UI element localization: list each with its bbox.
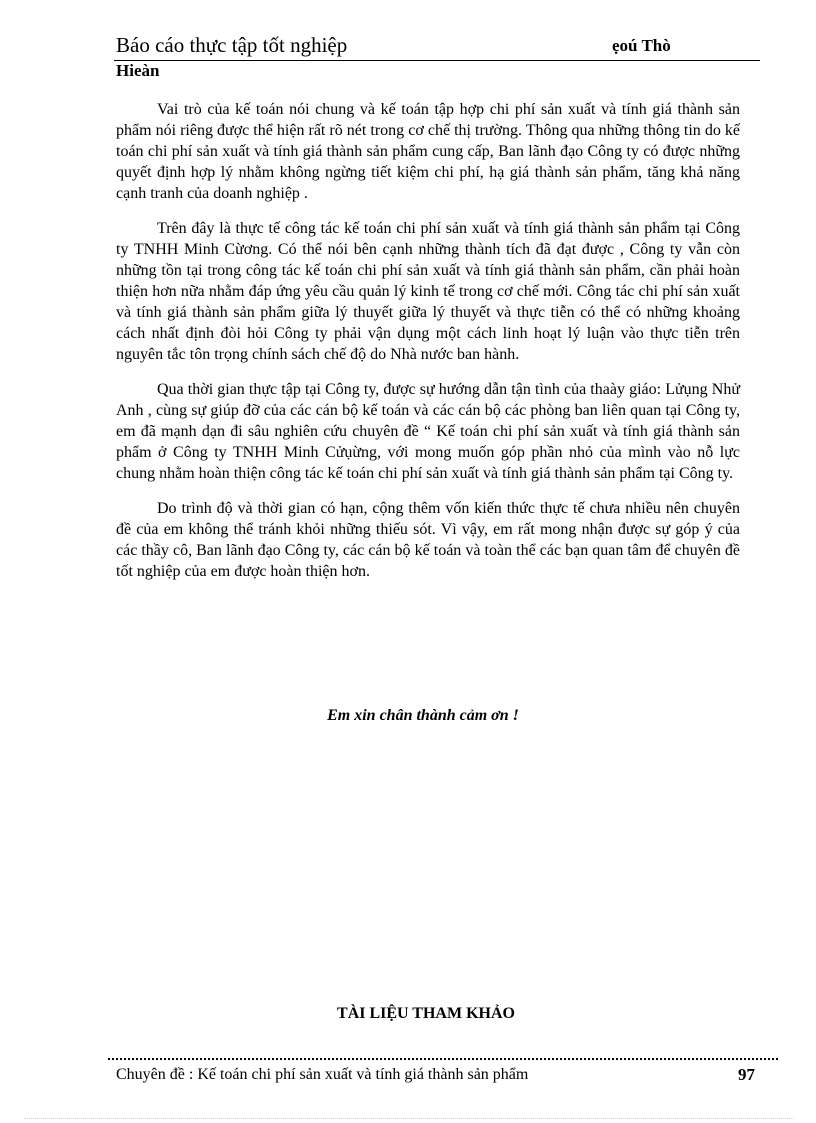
- paragraph-2: Trên đây là thực tế công tác kế toán chi phí sản xuất và tính giá thành sản phẩm tại Công ty TNHH Minh Cừơng. Có thể nói bên cạnh những thành tích đã đạt được , Công ty vẫn còn những tồn tại trong công tác kế toán chi phí sản xuất và tính giá thành sản phẩm, cần phải hoàn thiện hơn nữa nhằm đáp ứng yêu cầu quản lý kinh tế trong cơ chế mới. Công tác chi phí sản xuất và tính giá thành sản phẩm giữa lý thuyết giữa lý thuyết và thực tiễn có thể có những khoảng cách nhất định đòi hỏi Công ty phải vận dụng một cách linh hoạt lý luận vào thực tiễn trên nguyên tắc tôn trọng chính sách chế độ do Nhà nước ban hành.: [116, 220, 740, 363]
- footer-divider: [108, 1058, 778, 1060]
- page-bottom-divider: [24, 1118, 794, 1119]
- page-header: [114, 30, 760, 61]
- header-author: ẹoú Thò: [612, 36, 671, 55]
- paragraph-3: Qua thời gian thực tập tại Công ty, được sự hướng dẫn tận tình của thaày giáo: Lửụng Nhử Anh , cùng sự giúp đỡ của các cán bộ kế toán và các cán bộ các phòng ban liên quan tại Công ty, em đã mạnh dạn đi sâu nghiên cứu chuyên đề “ Kế toán chi phí sản xuất và tính giá thành sản phẩm ở Công ty TNHH Minh Cửụừng, với mong muốn góp phần nhỏ của mình vào nỗ lực chung nhằm hoàn thiện công tác kế toán chi phí sản xuất và tính giá thành sản phẩm tại Công ty.: [116, 381, 740, 482]
- paragraph-4: Do trình độ và thời gian có hạn, cộng thêm vốn kiến thức thực tế chưa nhiều nên chuyên đề của em không thể tránh khỏi những thiếu sót. Vì vậy, em rất mong nhận được sự góp ý của các thầy cô, Ban lãnh đạo Công ty, các cán bộ kế toán và toàn thể các bạn quan tâm để chuyên đề tốt nghiệp của em được hoàn thiện hơn.: [116, 500, 740, 580]
- footer-text: Chuyên đề : Kế toán chi phí sản xuất và tính giá thành sản phẩm: [116, 1066, 529, 1083]
- thanks-line: Em xin chân thành cảm ơn !: [327, 707, 519, 724]
- header-author-continuation: Hieàn: [116, 61, 160, 80]
- header-title: Báo cáo thực tập tốt nghiệp: [116, 33, 348, 57]
- references-heading: TÀI LIỆU THAM KHẢO: [337, 1005, 515, 1022]
- paragraph-1: Vai trò của kế toán nói chung và kế toán tập hợp chi phí sản xuất và tính giá thành sản phẩm nói riêng được thể hiện rất rõ nét trong cơ chế thị trường. Thông qua những thông tin do kế toán chi phí sản xuất và tính giá thành sản phẩm cung cấp, Ban lãnh đạo Công ty có được những quyết định hợp lý nhằm không ngừng tiết kiệm chi phí, hạ giá thành sản phẩm, tăng khả năng cạnh tranh của doanh nghiệp .: [116, 101, 740, 202]
- body-text: [116, 99, 740, 596]
- page-number: 97: [738, 1065, 755, 1084]
